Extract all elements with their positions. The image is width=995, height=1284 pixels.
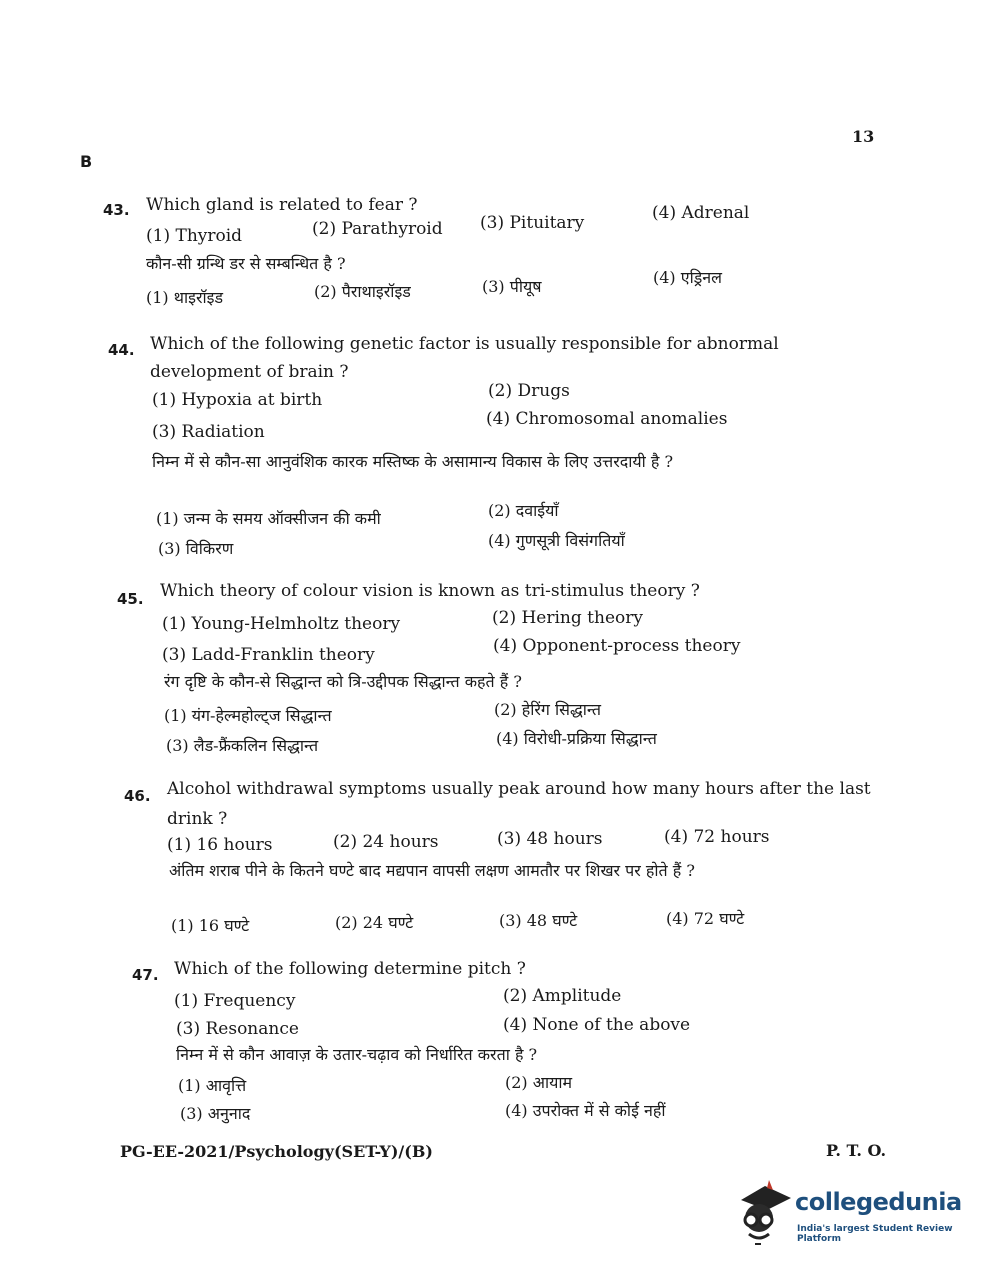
page-number: 13 [852, 127, 875, 146]
question-text-hi: अंतिम शराब पीने के कितने घण्टे बाद मद्यपान वापसी लक्षण आमतौर पर शिखर पर होते हैं ? [169, 861, 695, 880]
question-text-en: Which of the following genetic factor is usually responsible for abnormal development of brain ? [150, 334, 779, 382]
question-text-en: Which of the following determine pitch ? [174, 959, 526, 979]
option-4-en: (4) 72 hours [664, 827, 770, 847]
option-1-en: (1) Young-Helmholtz theory [162, 614, 401, 634]
option-3-en: (3) Ladd-Franklin theory [162, 645, 375, 665]
option-4-en: (4) Chromosomal anomalies [486, 409, 728, 429]
option-3-hi: (3) लैड-फ्रैंकलिन सिद्धान्त [166, 736, 319, 755]
brand-name: collegedunia [795, 1188, 962, 1216]
collegedunia-watermark [735, 1178, 970, 1258]
option-3-hi: (3) पीयूष [482, 277, 542, 296]
option-2-en: (2) Hering theory [492, 608, 643, 628]
option-2-hi: (2) दवाईयाँ [488, 501, 559, 520]
question-text-hi: कौन-सी ग्रन्थि डर से सम्बन्धित है ? [146, 254, 346, 273]
question-number: 45. [117, 590, 144, 608]
question-text-hi: निम्न में से कौन-सा आनुवंशिक कारक मस्तिष्क के असामान्य विकास के लिए उत्तरदायी है ? [152, 452, 674, 471]
option-2-hi: (2) पैराथाइरॉइड [314, 282, 411, 301]
option-3-en: (3) Resonance [176, 1019, 299, 1039]
question-text-hi: रंग दृष्टि के कौन-से सिद्धान्त को त्रि-उद्दीपक सिद्धान्त कहते हैं ? [164, 672, 522, 691]
option-1-en: (1) Frequency [174, 991, 296, 1011]
option-1-hi: (1) जन्म के समय ऑक्सीजन की कमी [156, 509, 381, 528]
option-3-hi: (3) विकिरण [158, 539, 234, 558]
option-2-en: (2) Parathyroid [312, 219, 443, 239]
question-number: 47. [132, 966, 159, 984]
question-text-en: Which theory of colour vision is known as tri-stimulus theory ? [160, 581, 700, 601]
option-3-en: (3) Pituitary [480, 213, 585, 233]
option-1-en: (1) Thyroid [146, 226, 243, 246]
option-3-en: (3) Radiation [152, 422, 265, 442]
question-text-en: Alcohol withdrawal symptoms usually peak around how many hours after the last drink ? [167, 779, 871, 829]
option-3-hi: (3) 48 घण्टे [499, 911, 578, 930]
option-1-hi: (1) थाइरॉइड [146, 288, 224, 307]
option-2-en: (2) 24 hours [333, 832, 439, 852]
option-4-hi: (4) 72 घण्टे [666, 909, 745, 928]
option-1-en: (1) 16 hours [167, 835, 273, 855]
option-4-hi: (4) विरोधी-प्रक्रिया सिद्धान्त [496, 729, 657, 748]
option-3-hi: (3) अनुनाद [180, 1104, 251, 1123]
option-4-hi: (4) उपरोक्त में से कोई नहीं [505, 1101, 666, 1120]
option-2-en: (2) Amplitude [503, 986, 622, 1006]
question-number: 46. [124, 787, 151, 805]
paper-code: PG-EE-2021/Psychology(SET-Y)/(B) [120, 1142, 433, 1161]
option-2-en: (2) Drugs [488, 381, 570, 401]
question-text-hi: निम्न में से कौन आवाज़ के उतार-चढ़ाव को निर्धारित करता है ? [176, 1045, 538, 1064]
option-1-en: (1) Hypoxia at birth [152, 390, 323, 410]
option-2-hi: (2) आयाम [505, 1073, 573, 1092]
question-number: 43. [103, 201, 130, 219]
option-1-hi: (1) आवृत्ति [178, 1076, 247, 1095]
option-2-hi: (2) हेरिंग सिद्धान्त [494, 700, 601, 719]
set-label: B [80, 152, 93, 171]
option-4-en: (4) None of the above [503, 1015, 691, 1035]
graduate-mascot-icon [735, 1178, 795, 1250]
pto-label: P. T. O. [826, 1141, 887, 1160]
option-4-en: (4) Adrenal [652, 203, 750, 223]
question-number: 44. [108, 341, 135, 359]
question-text-en: Which gland is related to fear ? [146, 195, 418, 215]
option-1-hi: (1) यंग-हेल्महोल्ट्ज सिद्धान्त [164, 706, 332, 725]
option-2-hi: (2) 24 घण्टे [335, 913, 414, 932]
option-4-en: (4) Opponent-process theory [493, 636, 741, 656]
brand-tagline: India's largest Student Review Platform [797, 1224, 953, 1244]
option-1-hi: (1) 16 घण्टे [171, 916, 250, 935]
option-4-hi: (4) गुणसूत्री विसंगतियाँ [488, 531, 625, 550]
option-4-hi: (4) एड्रिनल [653, 268, 723, 287]
option-3-en: (3) 48 hours [497, 829, 603, 849]
